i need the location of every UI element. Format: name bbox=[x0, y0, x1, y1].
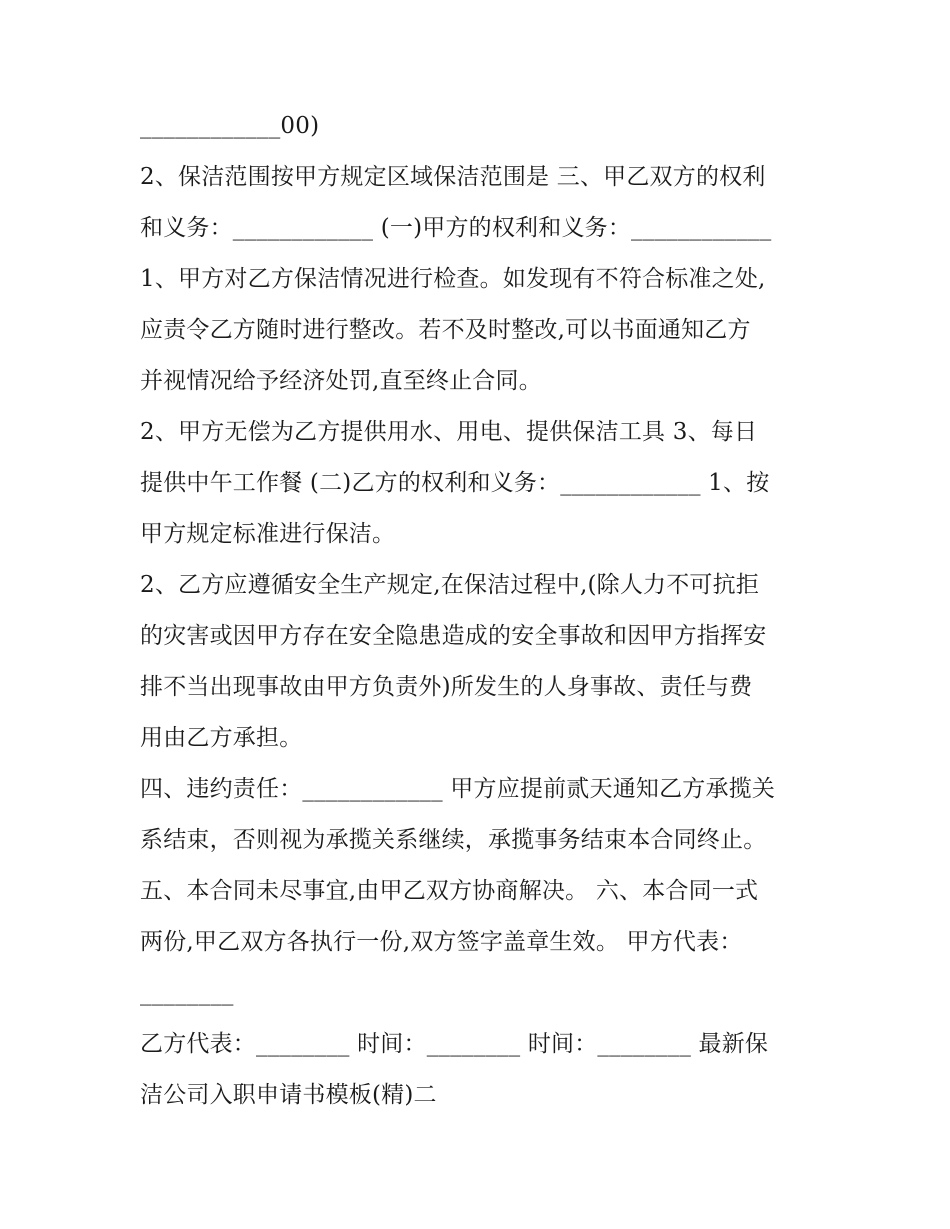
text-line: 和义务：____________ (一)甲方的权利和义务：____________ bbox=[140, 215, 772, 241]
text-line: 应责令乙方随时进行整改。若不及时整改,可以书面通知乙方 bbox=[140, 317, 751, 343]
text-line: 排不当出现事故由甲方负责外)所发生的人身事故、责任与费 bbox=[140, 674, 753, 700]
text-line: 提供中午工作餐 (二)乙方的权利和义务：____________ 1、按 bbox=[140, 470, 770, 496]
text-line: 的灾害或因甲方存在安全隐患造成的安全事故和因甲方指挥安 bbox=[140, 623, 767, 649]
text-line: 乙方代表：________ 时间：________ 时间：________ 最新保 bbox=[140, 1031, 769, 1057]
contract-text bbox=[140, 101, 820, 1121]
text-line: 2、甲方无偿为乙方提供用水、用电、提供保洁工具 3、每日 bbox=[140, 419, 758, 445]
text-line: 系结束，否则视为承揽关系继续，承揽事务结束本合同终止。 bbox=[140, 827, 767, 853]
text-line: 甲方规定标准进行保洁。 bbox=[140, 521, 396, 547]
text-line: 2、乙方应遵循安全生产规定,在保洁过程中,(除人力不可抗拒 bbox=[140, 572, 760, 598]
text-line: 两份,甲乙双方各执行一份,双方签字盖章生效。 甲方代表： bbox=[140, 929, 743, 955]
text-line: 五、本合同未尽事宜,由甲乙双方协商解决。 六、本合同一式 bbox=[140, 878, 759, 904]
text-line: 用由乙方承担。 bbox=[140, 725, 303, 751]
text-line: 2、保洁范围按甲方规定区域保洁范围是 三、甲乙双方的权利 bbox=[140, 164, 766, 190]
text-line: 洁公司入职申请书模板(精)二 bbox=[140, 1082, 437, 1108]
text-line: 1、甲方对乙方保洁情况进行检查。如发现有不符合标准之处, bbox=[140, 266, 766, 292]
text-line: ________ bbox=[140, 980, 234, 1006]
text-line: 并视情况给予经济处罚,直至终止合同。 bbox=[140, 368, 542, 394]
text-line: ____________00) bbox=[140, 113, 320, 139]
text-line: 四、违约责任：____________ 甲方应提前贰天通知乙方承揽关 bbox=[140, 776, 776, 802]
